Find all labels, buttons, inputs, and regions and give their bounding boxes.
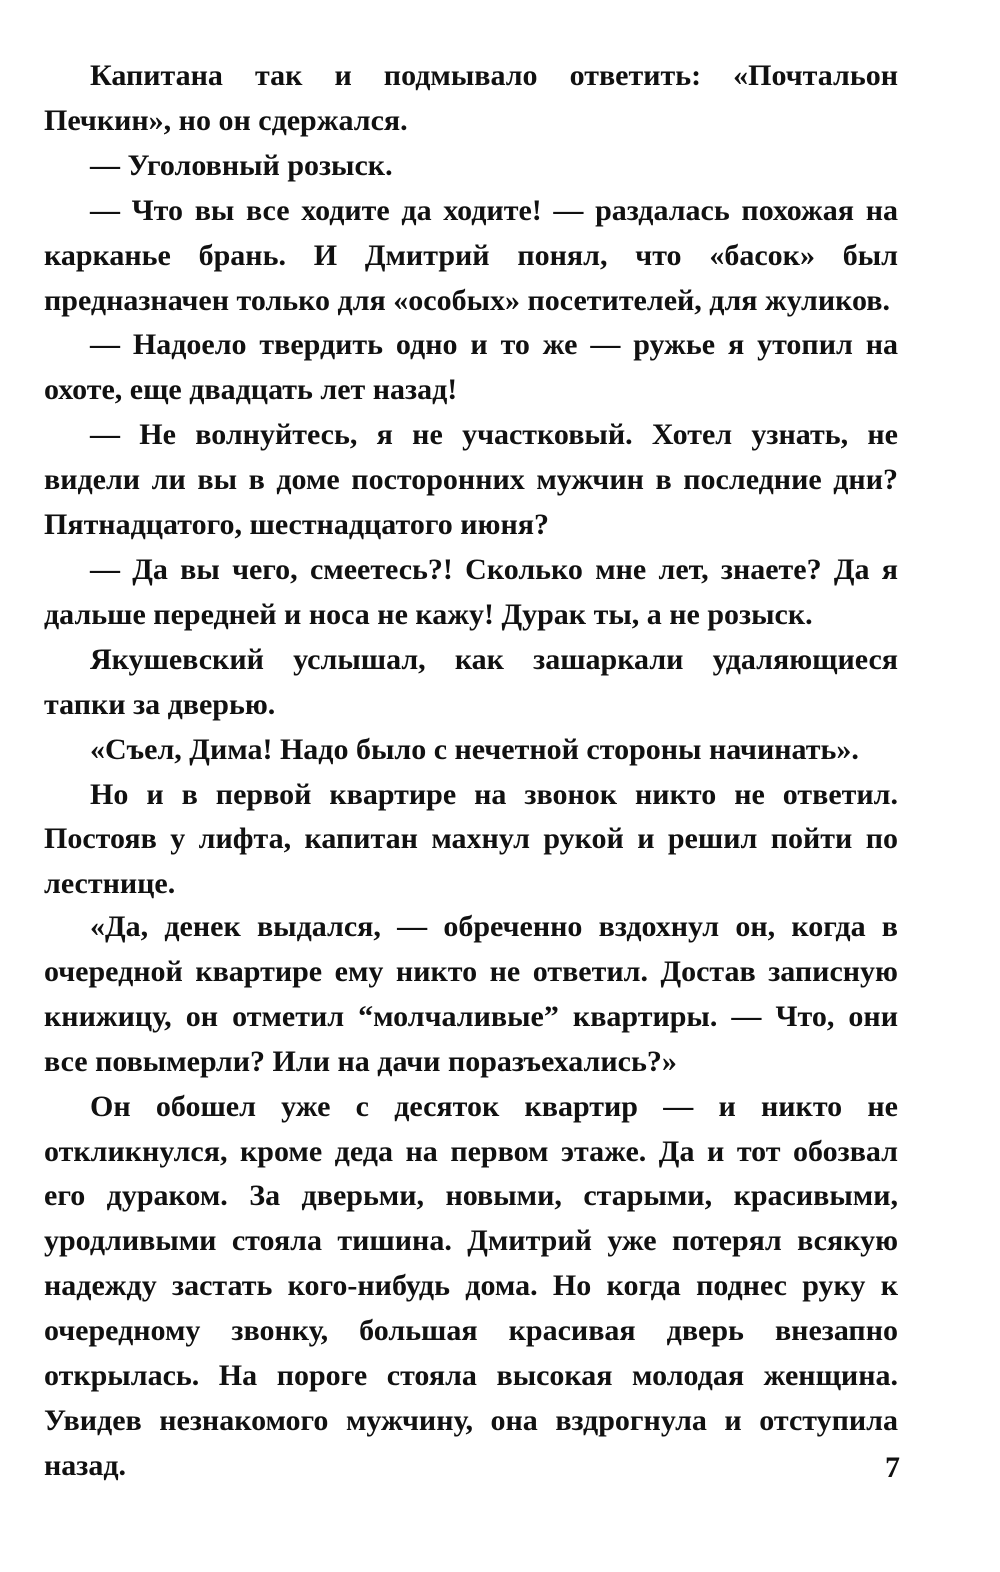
paragraph: — Не волнуйтесь, я не участковый. Хотел узнать, не видели ли вы в доме посторонних мужчин в последние дни? Пятнадцатого, шестнадцатого июня? bbox=[44, 418, 898, 542]
paragraph: — Надоело твердить одно и то же — ружье я утопил на охоте, еще двадцать лет назад! bbox=[44, 328, 898, 407]
text-section-1 bbox=[44, 54, 898, 907]
paragraph: Он обошел уже с десяток квартир — и никто не откликнулся, кроме деда на первом этаже. Да и тот обозвал его дураком. За дверьми, новыми, старыми, красивыми, уродливыми стояла тишина. Дмитрий уже потерял всякую надежду застать кого-нибудь дома. Но когда поднес руку к очередному звонку, большая красивая дверь внезапно открылась. На пороге стояла высокая молодая женщина. Увидев незнакомого мужчину, она вздрогнула и отступила назад. bbox=[44, 1089, 898, 1482]
page-number: 7 bbox=[885, 1451, 900, 1484]
paragraph: «Да, денек выдался, — обреченно вздохнул он, когда в очередной квартире ему никто не ответил. Достав записную книжицу, он отметил “молчаливые” квартиры. — Что, они все повымерли? Или на дачи поразъехались?» bbox=[44, 910, 898, 1078]
paragraph: Якушевский услышал, как зашаркали удаляющиеся тапки за дверью. bbox=[44, 642, 898, 721]
paragraph: — Что вы все ходите да ходите! — раздалась похожая на карканье брань. И Дмитрий понял, что «басок» был предназначен только для «особых» посетителей, для жуликов. bbox=[44, 193, 898, 317]
paragraph: «Съел, Дима! Надо было с нечетной стороны начинать». bbox=[90, 732, 859, 766]
paragraph: — Уголовный розыск. bbox=[90, 148, 393, 182]
paragraph: Капитана так и подмывало ответить: «Почтальон Печкин», но он сдержался. bbox=[44, 59, 898, 137]
paragraph: — Да вы чего, смеетесь?! Сколько мне лет, знаете? Да я дальше передней и носа не кажу! Дурак ты, а не розыск. bbox=[44, 552, 898, 631]
paragraph: Но и в первой квартире на звонок никто не ответил. Постояв у лифта, капитан махнул рукой и решил пойти по лестнице. bbox=[44, 777, 898, 901]
text-section-2 bbox=[44, 905, 898, 1489]
